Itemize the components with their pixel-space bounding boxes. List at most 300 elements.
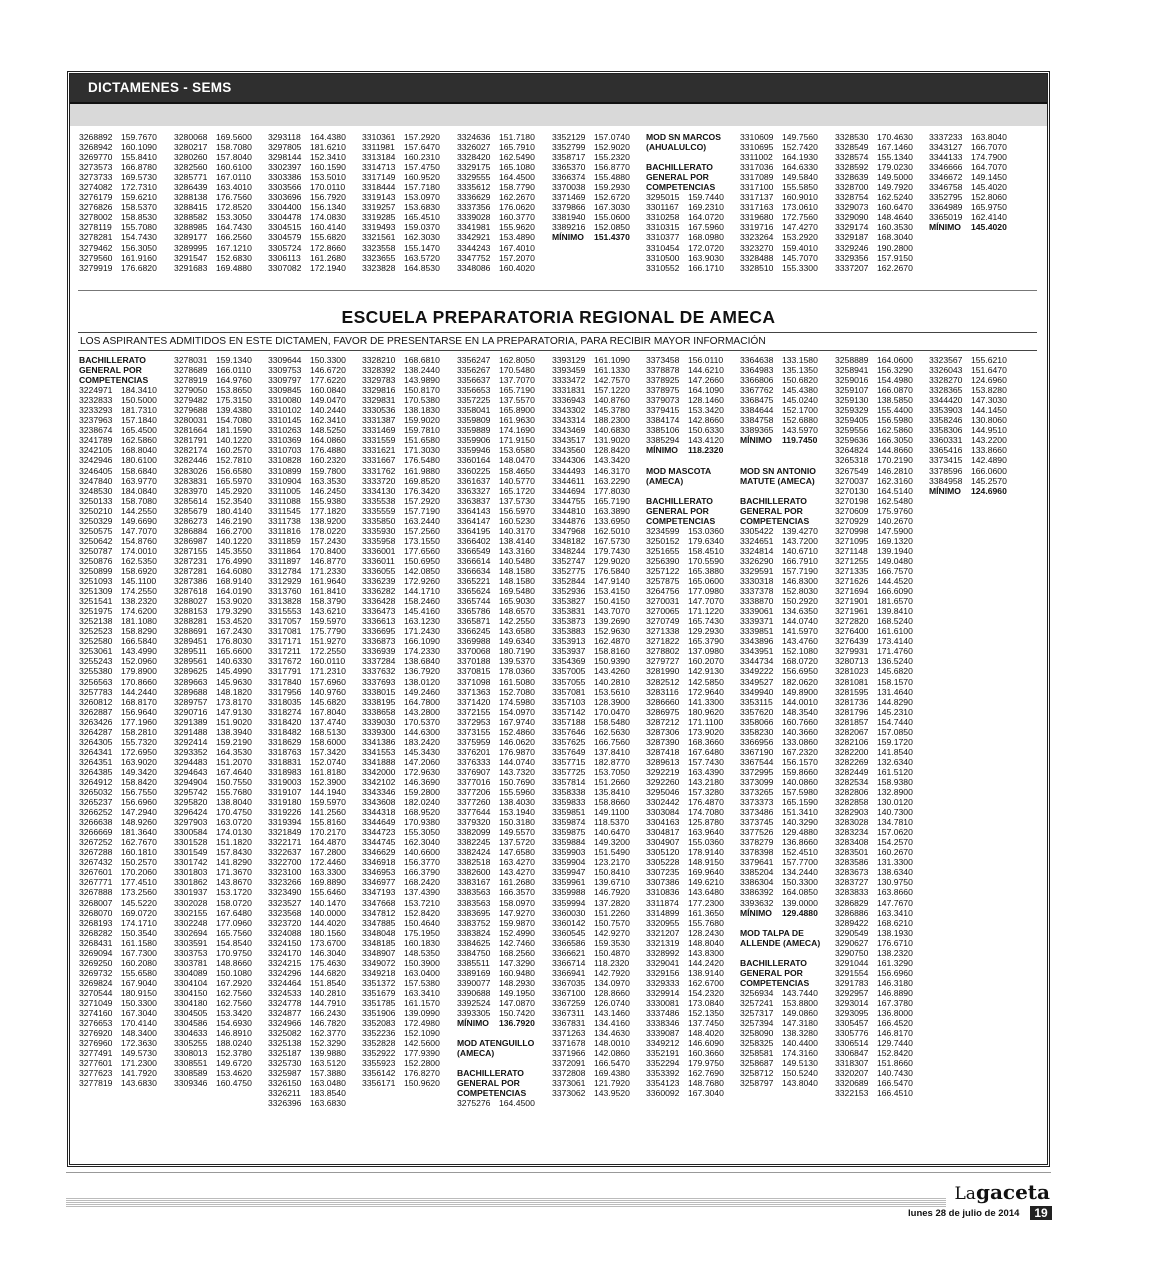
score: 148.2930 [499,977,535,988]
applicant-id: 3336695 [362,626,396,637]
applicant-id: 3280260 [174,152,208,163]
result-row [457,1098,535,1108]
applicant-id: 3344745 [362,837,396,848]
applicant-id: 3386392 [740,887,774,898]
applicant-id: 3285614 [174,495,208,506]
result-row [552,1078,630,1088]
score: 129.4880 [782,827,818,838]
score: 139.2690 [594,616,630,627]
result-row [79,536,157,546]
results-column [457,355,535,1109]
score: 150.4640 [404,917,440,928]
applicant-id: 3329090 [835,212,869,223]
applicant-id: 3250575 [79,525,113,536]
score: 138.6340 [877,867,913,878]
result-row [79,626,157,636]
applicant-id: 3319716 [740,222,774,233]
result-row [646,636,724,646]
score: 152.8420 [404,907,440,918]
applicant-id: MÍNIMO [740,435,772,446]
score: 156.6950 [782,666,818,677]
applicant-id: 3383824 [457,927,491,938]
score: 162.5350 [121,555,157,566]
score: 182.0620 [782,676,818,687]
score: 133.0860 [782,736,818,747]
result-row [740,757,820,767]
applicant-id: 3347752 [457,252,491,263]
result-row [835,847,913,857]
result-row [552,1018,630,1028]
score: 147.6580 [499,847,535,858]
score: 166.7570 [877,565,913,576]
result-row [740,918,820,928]
score: 140.3660 [782,726,818,737]
applicant-id: 3323655 [362,252,396,263]
applicant-id: 3344420 [929,395,963,406]
applicant-id: 3250329 [79,515,113,526]
applicant-id: 3328392 [362,365,396,376]
result-row [646,546,724,556]
result-row [646,626,724,636]
applicant-id: GENERAL POR [740,505,803,516]
applicant-id: 3285679 [174,505,208,516]
result-row [79,898,157,908]
score: 146.2190 [216,515,252,526]
score: 166.7560 [594,736,630,747]
result-row [268,677,346,687]
applicant-id: 3337693 [362,676,396,687]
applicant-id: 3360092 [646,1088,680,1099]
result-row [740,566,820,576]
result-row [174,425,252,435]
applicant-id: 3250787 [79,545,113,556]
result-row [362,767,440,777]
score: 161.9640 [310,576,346,587]
score: 150.1080 [216,967,252,978]
result-row [552,787,630,797]
score: 164.4380 [310,132,346,142]
result-row [929,425,1007,435]
applicant-id: 3279919 [79,262,113,273]
applicant-id: 3363837 [457,495,491,506]
result-row [646,787,724,797]
score: 161.1570 [404,998,440,1008]
score: 145.4160 [404,606,440,617]
score: 148.5250 [310,425,346,436]
result-row [362,162,440,172]
score: 157.3280 [688,787,724,798]
score: 150.3300 [310,355,346,365]
result-row [740,586,820,596]
applicant-id: 3288985 [174,222,208,233]
applicant-id: 3324215 [268,957,302,968]
applicant-id: 3356171 [362,1078,396,1089]
result-row [835,988,913,998]
score: 167.3030 [594,202,630,213]
score: 142.7570 [594,375,630,386]
applicant-id: 3354369 [552,656,586,667]
applicant-id: COMPETENCIAS [740,515,810,526]
score: 169.8890 [310,877,346,888]
result-row [552,556,630,566]
score: 163.3530 [310,475,346,486]
applicant-id: 3331831 [552,385,586,396]
applicant-id: 3373415 [929,455,963,466]
applicant-id: 3303753 [174,947,208,958]
score: 160.0840 [310,385,346,396]
result-row [268,1088,346,1098]
score: 158.8420 [121,776,157,787]
score: 152.8030 [782,586,818,597]
applicant-id: 3322700 [268,857,302,868]
result-row [457,898,535,908]
applicant-id: 3304150 [174,987,208,998]
applicant-id: 3312784 [268,565,302,576]
score: 152.1090 [404,1028,440,1039]
result-row [552,847,630,857]
result-row [268,1028,346,1038]
result-row [174,797,252,807]
result-row [362,727,440,737]
score: 157.2920 [404,495,440,506]
applicant-id: 3352236 [362,1028,396,1039]
applicant-id: 3324170 [268,947,302,958]
result-row [835,132,913,142]
section-divider [78,290,1037,291]
applicant-id: 3310258 [646,212,680,223]
score: 148.3400 [121,1028,157,1039]
result-row [646,1068,724,1078]
applicant-id: 3346629 [362,847,396,858]
result-row [268,847,346,857]
score: 183.2420 [404,736,440,747]
result-row [835,777,913,787]
result-row [835,445,913,455]
score: 154.6930 [216,1018,252,1029]
result-row [835,202,913,212]
score: 145.3780 [594,405,630,416]
result-row [174,536,252,546]
result-row [79,455,157,465]
applicant-id: 3303084 [646,807,680,818]
applicant-id: 3317163 [740,202,774,213]
score: 177.1820 [310,505,346,516]
score: 173.6700 [310,937,346,948]
escuela-title: ESCUELA PREPARATORIA REGIONAL DE AMECA [341,307,776,327]
applicant-id: 3262887 [79,706,113,717]
score: 181.1080 [121,616,157,627]
applicant-id: 3305422 [740,525,774,536]
applicant-id: 3268431 [79,937,113,948]
score: 177.6560 [404,545,440,556]
applicant-id: 3293095 [835,1008,869,1019]
applicant-id: 3319394 [268,817,302,828]
result-row [835,466,913,476]
score: 165.3880 [688,565,724,576]
result-row [929,132,1007,142]
score: 176.8030 [216,636,252,647]
score: 149.1450 [971,172,1007,183]
score: 142.8660 [688,415,724,426]
score: 181.1590 [216,425,252,436]
score: 172.1940 [310,262,346,273]
result-row [740,486,820,496]
score: 144.6210 [688,365,724,376]
applicant-id: 3367311 [552,1008,585,1019]
score: 163.0720 [216,817,252,828]
result-row [268,797,346,807]
result-row [552,1048,630,1058]
score: 155.0600 [594,212,630,223]
score: 163.8040 [971,132,1007,142]
applicant-id: 3367035 [552,977,586,988]
applicant-id: 3379073 [646,395,680,406]
applicant-id: 3383695 [457,907,491,918]
result-row [174,666,252,676]
result-row [740,717,820,727]
applicant-id: 3294904 [174,776,208,787]
applicant-id: 3392524 [457,998,491,1008]
score: 160.4140 [310,222,346,233]
result-row [740,222,818,232]
score: 144.1450 [971,405,1007,416]
applicant-id: 3357188 [552,716,586,727]
applicant-id: 3287390 [646,736,680,747]
score: 164.0850 [782,887,818,898]
score: 146.3690 [404,776,440,787]
applicant-id: 3238674 [79,425,113,436]
applicant-id: 3287231 [174,555,208,566]
result-row [552,687,630,697]
score: 168.8040 [121,445,157,456]
score: 161.9160 [121,252,157,263]
result-row [929,192,1007,202]
applicant-id: 3270929 [835,515,869,526]
applicant-id: 3303566 [268,182,302,193]
applicant-id: 3305724 [268,242,302,253]
applicant-id: 3377644 [457,807,491,818]
result-row [552,445,630,455]
result-row [362,777,440,787]
result-row [79,787,157,797]
applicant-id: 3303781 [174,957,208,968]
score: 138.9140 [688,967,724,978]
applicant-id: 3371363 [457,686,491,697]
score: 152.3410 [310,152,346,163]
score: 157.0620 [877,827,913,838]
result-row [552,415,630,425]
score: 146.3170 [594,465,630,476]
result-row [835,707,913,717]
applicant-id: 3291044 [835,957,869,968]
result-row [646,807,724,817]
score: 157.2070 [499,252,535,263]
result-row [646,767,724,777]
applicant-id: 3293014 [835,998,869,1008]
score: 155.2320 [594,152,630,163]
result-row [740,687,820,697]
score: 139.1940 [877,545,913,556]
applicant-id: 3274082 [79,182,113,193]
score: 160.2070 [688,656,724,667]
result-row [362,636,440,646]
score: 143.4760 [782,636,818,647]
score: 148.8660 [216,957,252,968]
score: 144.0740 [499,756,535,767]
score: 144.2550 [121,505,157,516]
applicant-id: 3352844 [552,576,586,587]
score: 158.1570 [877,676,913,687]
result-row [835,263,913,273]
result-row [79,887,157,897]
result-row [457,606,535,616]
score: 165.7430 [688,616,724,627]
result-row [362,355,440,365]
score: 149.8900 [782,686,818,697]
applicant-id: 3365786 [457,606,491,617]
result-row [552,496,630,506]
applicant-id: 3329591 [740,565,774,576]
score: 121.7920 [594,1078,630,1089]
score: 151.6470 [971,365,1007,376]
applicant-id: 3356142 [362,1068,396,1079]
result-row [835,395,913,405]
result-row [457,717,535,727]
result-row [268,616,346,626]
applicant-id: 3311002 [740,152,773,163]
result-row [646,867,724,877]
applicant-id: 3386304 [740,877,774,888]
applicant-id: 3385294 [646,435,680,446]
score: 118.5370 [594,817,630,828]
result-row [646,797,724,807]
applicant-id: 3349212 [646,1038,680,1049]
score: 166.8780 [121,162,157,173]
applicant-id: 3323828 [362,262,396,273]
applicant-id: 3253061 [79,646,113,657]
result-row [268,486,346,496]
applicant-id: 3343951 [740,646,774,657]
score: 166.2560 [216,232,252,243]
score: 164.1930 [782,152,818,163]
result-row [646,415,724,425]
result-row [362,576,440,586]
applicant-id: 3329041 [646,957,680,968]
result-row [174,395,252,405]
applicant-id: GENERAL POR [740,967,803,978]
applicant-id: 3359961 [552,877,586,888]
score: 167.0110 [216,172,252,183]
applicant-id: 3344876 [552,515,586,526]
result-row [929,486,1007,496]
result-row [552,232,630,242]
score: 160.6470 [877,202,913,213]
score: 143.7200 [782,535,818,546]
score: 162.5630 [594,726,630,737]
result-row [174,435,252,445]
result-row [740,1008,820,1018]
result-row [79,425,157,435]
result-row [268,1068,346,1078]
applicant-id: 3307235 [646,867,680,878]
result-row [835,1008,913,1018]
result-row [835,827,913,837]
applicant-id: 3317100 [740,182,774,193]
result-row [174,263,252,273]
result-row [646,777,724,787]
score: 126.0740 [594,998,630,1008]
applicant-id: 3260812 [79,696,113,707]
result-row [268,566,346,576]
result-row [646,837,724,847]
applicant-id: 3273733 [79,172,113,183]
score: 174.2330 [404,646,440,657]
result-row [362,887,440,897]
applicant-id: 3294643 [174,766,208,777]
result-row [174,445,252,455]
score: 147.9270 [499,907,535,918]
score: 172.9260 [404,576,440,587]
score: 141.5970 [782,626,818,637]
applicant-id: 3247840 [79,475,113,486]
score: 137.5730 [499,495,535,506]
score: 133.8660 [971,445,1007,456]
score: 147.0870 [499,998,535,1008]
result-row [79,516,157,526]
result-row [457,455,535,465]
applicant-id: 3358230 [740,726,774,737]
result-row [457,375,535,385]
result-row [79,576,157,586]
applicant-id: 3370068 [457,646,491,657]
score: 159.3530 [594,937,630,948]
result-row [457,192,535,202]
result-row [268,496,346,506]
applicant-id: 3321849 [268,827,302,838]
score: 140.6600 [404,847,440,858]
applicant-id: BACHILLERATO [646,495,713,506]
applicant-id: 3359988 [552,887,586,898]
result-row [552,998,630,1008]
score: 128.8660 [594,987,630,998]
result-row [79,797,157,807]
result-row [174,757,252,767]
result-row [268,1018,346,1028]
score: 159.1720 [877,736,913,747]
applicant-id: 3359884 [552,837,586,848]
applicant-id: 3354123 [646,1078,680,1089]
applicant-id: 3373155 [457,726,491,737]
result-row [79,506,157,516]
score: 163.0480 [310,1078,346,1089]
score: 161.9880 [404,465,440,476]
result-row [835,566,913,576]
applicant-id: 3301167 [646,202,679,213]
applicant-id: 3358717 [552,152,586,163]
score: 163.8660 [877,887,913,898]
applicant-id: 3304515 [268,222,302,233]
result-row [174,898,252,908]
result-row [740,827,820,837]
score: 154.7440 [877,716,913,727]
score: 174.6200 [121,606,157,617]
applicant-id: 3268007 [79,897,113,908]
result-row [552,867,630,877]
score: 166.4520 [877,1018,913,1029]
applicant-id: 3310500 [646,252,680,263]
applicant-id: 3353392 [646,1068,680,1079]
result-row [929,385,1007,395]
